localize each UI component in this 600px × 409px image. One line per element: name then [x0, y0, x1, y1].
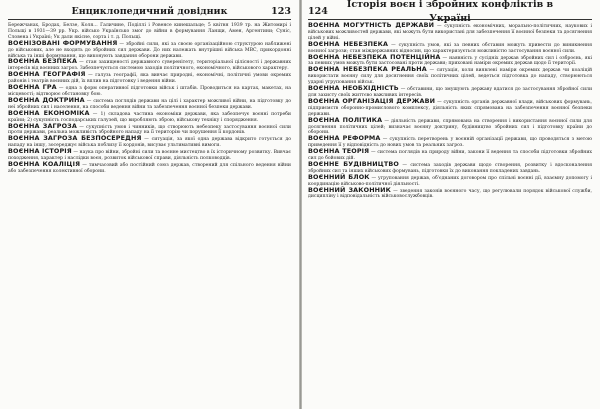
- entry-definition: — наявність у сусідніх держав збройних сил і озброєнь, які за певних умов можуть бути застосовані проти держави; приховані наміри окремих держав щодо її території.: [308, 55, 592, 67]
- right-entries: [308, 23, 592, 200]
- entry-definition: — сукупність економічних, морально-політичних, наукових і військових можливостей держави, які можуть бути використані для забезпечення її воєнної безпеки та досягнення цілей у війні.: [308, 24, 592, 41]
- right-content: [308, 23, 592, 407]
- entry-headword: ВОЄННА ГЕОГРАФІЯ: [8, 70, 86, 79]
- right-header-title: Історія воєн і збройних конфліктів в Україні: [346, 0, 554, 24]
- entry-headword: ВОЄННА ТЕОРІЯ: [308, 147, 370, 156]
- entry-headword: ВОЄННА ОРГАНІЗАЦІЯ ДЕРЖАВИ: [308, 96, 436, 105]
- entry-definition: — угруповання держав, об'єднаних договором про спільні воєнні дії, взаємну допомогу і координацію військово-політичної діяльності.: [308, 175, 592, 187]
- dictionary-entry: [308, 185, 592, 201]
- entry-definition: — одна з форм оперативної підготовки військ і штабів. Проводиться на картах, макетах, на місцевості; відтворює обстановку бою.: [8, 86, 291, 97]
- entry-definition: — стан захищеності державного суверенітету, територіальної цілісності і державних інтересів від воєнних загроз. Забезпечується системою заходів політичного, економічного, військового характеру.: [8, 60, 292, 72]
- entry-headword: ВОЄННА РЕФОРМА: [308, 134, 381, 143]
- entry-headword: ВОЄННА НЕБЕЗПЕКА: [308, 39, 389, 48]
- entry-headword: ВОЄННА КОАЛІЦІЯ: [8, 159, 81, 168]
- left-content: [8, 23, 291, 407]
- entry-headword: ВОЄННА НЕБЕЗПЕКА ПОТЕНЦІЙНА: [308, 52, 441, 61]
- entry-headword: ВОЄННИЙ ЗАКОННИК: [308, 185, 392, 194]
- entry-headword: ВОЄННА ПОЛІТИКА: [308, 115, 383, 124]
- left-page-number: 123: [271, 6, 291, 17]
- entry-definition: — діяльність держави, спрямована на створення і використання воєнної сили для досягнення політичних цілей; визначає воєнну доктрину, будівництво збройних сил і підготовку країни до оборони.: [308, 118, 592, 136]
- entry-definition: — ситуація, коли виявлені наміри окремих держав чи коаліцій використати воєнну силу для досягнення своїх політичних цілей, ведеться підготовка до нападу, створюються ударні угруповання військ.: [308, 68, 593, 86]
- entry-headword: ВОЄННА ІСТОРІЯ: [8, 147, 72, 156]
- entry-definition: — наука про війни, збройні сили та воєнне мистецтво в їх історичному розвитку. Вивчає походження, характер і наслідки воєн, розвиток військової справи, діяльність полководців.: [8, 150, 291, 162]
- entry-definition: — система заходів держави щодо створення, розвитку і вдосконалення збройних сил та інших військових формувань, підготовки їх до виконання покладених завдань.: [308, 162, 592, 174]
- entry-definition: — ситуація, за якої одна держава відкрито готується до нападу на іншу, зосереджує війська поблизу її кордонів, висуває ультимативні вимоги.: [8, 137, 291, 149]
- entry-headword: ВОЄННА НЕБЕЗПЕКА РЕАЛЬНА: [308, 65, 427, 74]
- entry-headword: ВОЄННА БЕЗПЕКА: [8, 57, 78, 66]
- entry-definition: — сукупність умов і чинників, що створюють небезпеку застосування воєнної сили проти держави, реальна можливість збройного нападу на її територію чи порушення її кордонів.: [8, 124, 291, 136]
- entry-headword: ВОЄННА ДОКТРИНА: [8, 95, 85, 104]
- entry-definition: — сукупність перетворень у воєнній організації держави, що проводяться з метою приведення її у відповідність до нових умов та реальних загроз.: [308, 137, 592, 149]
- entry-headword: ВОЄННА ЕКОНОМІКА: [8, 108, 90, 117]
- entry-headword: ВОЄННА ЗАГРОЗА: [8, 121, 77, 130]
- entry-headword: ВОЄННА МОГУТНІСТЬ ДЕРЖАВИ: [308, 21, 435, 29]
- entry-headword: ВОЄННА НЕОБХІДНІСТЬ: [308, 84, 399, 93]
- entry-definition: — тимчасовий або постійний союз держав, створений для спільного ведення війни або забезпечення колективної оборони.: [8, 162, 291, 174]
- entry-definition: — сукупність умов, які за певних обставин можуть привести до виникнення воєнної загрози; стан міждержавних відносин, що характеризується можливістю застосування воєнної сили.: [308, 42, 592, 54]
- right-running-head: [308, 0, 592, 24]
- entry-headword: ВОЄННИЙ БЛОК: [308, 172, 370, 181]
- entry-definition: — сукупність органів державної влади, військових формувань, підприємств оборонно-промислового комплексу, діяльність яких спрямована на забезпечення воєнної безпеки держави.: [308, 99, 592, 117]
- entry-headword: ВОЄННА ГРА: [8, 83, 57, 92]
- right-page-number: 124: [308, 6, 328, 17]
- entry-definition: — галузь географії, яка вивчає природні, економічні, політичні умови окремих районів і театрів воєнних дій, їх вплив на підготовку і ведення війни.: [8, 73, 291, 85]
- entry-definition: — система поглядів на природу війни, закони її ведення та способи підготовки збройних сил до бойових дій.: [308, 150, 592, 162]
- entry-definition: — 1) складова частина економіки держави, яка забезпечує воєнні потреби країни; 2) сукупність господарських галузей, що виробляють зброю, військову техніку і спорядження.: [8, 111, 291, 123]
- entry-definition: — зведення законів воєнного часу, що регулювали порядок військової служби, дисципліну і відповідальність військовослужбовців.: [308, 188, 592, 200]
- left-header-title: Енциклопедичний довідник: [71, 6, 228, 17]
- entry-headword: ВОЄННА ЗАГРОЗА БЕЗПОСЕРЕДНЯ: [8, 134, 142, 143]
- left-continuation-text: Бережчанах, Бродах, Белзе, Коля... Галичине, Поділлі і Ровенсе кинешальце; 5 квітня 1939 тр. на Житомирі і Польщі в 1931—39 рр. Укр. військо Українсько змог до війни в формування Ланщи, Амен, Аргентини; Суніс, Словена і Україні; Ук дали якісне, сорта і т. д. Польщі.: [8, 23, 291, 40]
- right-page: [302, 0, 600, 409]
- dictionary-entry: [8, 159, 291, 175]
- entry-definition: — обставини, що змушують державу вдатися до застосування збройної сили для захисту своїх життєво важливих інтересів.: [308, 87, 593, 98]
- entry-definition: — збройні сили, які за своєю організаційною структурою наближені до військових, але не входять до збройних сил держави. До них належать внутрішні війська МВС, прикордонні війська та інші формування, що виконують завдання оборони держави.: [8, 41, 291, 59]
- left-page: [0, 0, 299, 409]
- entry-headword: ВОЄНІЗОВАНІ ФОРМУВАННЯ: [8, 38, 118, 47]
- left-entries: [8, 38, 292, 175]
- entry-definition: — система поглядів держави на цілі і характер можливої війни, на підготовку до неї збройних сил і населення, на способи ведення війни та забезпечення воєнної безпеки держави.: [8, 98, 291, 110]
- entry-headword: ВОЄННЕ БУДІВНИЦТВО: [308, 159, 399, 168]
- left-running-head: [8, 5, 291, 20]
